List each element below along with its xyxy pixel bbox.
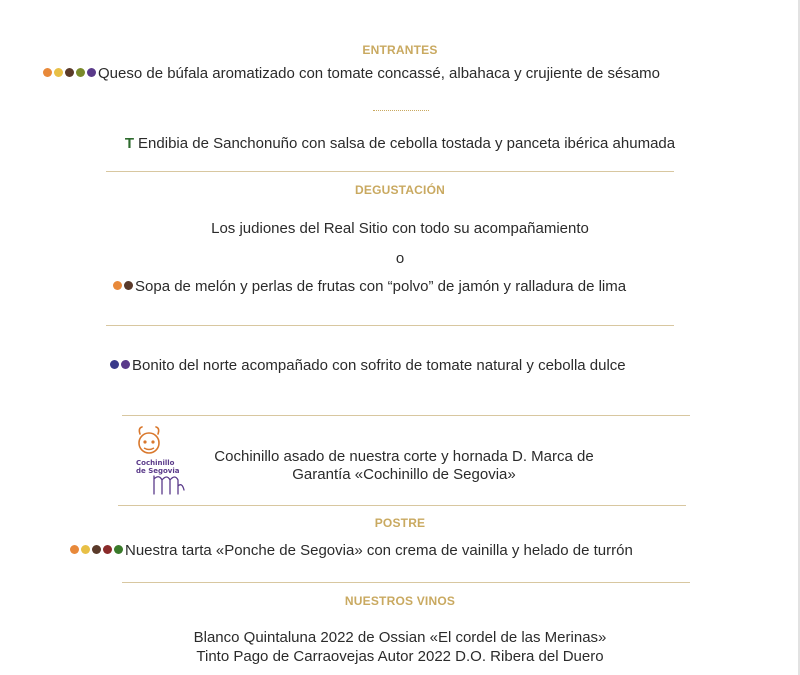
dish-sopa-text: Sopa de melón y perlas de frutas con “polvo” de jamón y ralladura de lima <box>135 278 627 295</box>
allergen-dots <box>113 278 135 295</box>
allergen-dot-icon <box>81 545 90 554</box>
section-heading-vinos: NUESTROS VINOS <box>344 594 456 608</box>
logo-lettering-1: Cochinillo <box>136 459 175 467</box>
allergen-dot-icon <box>110 360 119 369</box>
dish-queso-text: Queso de búfala aromatizado con tomate concassé, albahaca y crujiente de sésamo <box>98 65 661 82</box>
section-heading-postre: POSTRE <box>374 516 426 530</box>
allergen-dot-icon <box>54 68 63 77</box>
allergen-dot-icon <box>43 68 52 77</box>
wine-tinto: Tinto Pago de Carraovejas Autor 2022 D.O. Ribera del Duero <box>196 648 604 665</box>
dish-bonito <box>110 357 626 374</box>
section-divider <box>106 325 674 326</box>
section-divider <box>118 505 686 506</box>
dish-cochinillo <box>200 448 608 484</box>
allergen-dot-icon <box>65 68 74 77</box>
dish-sopa <box>113 278 626 295</box>
allergen-dots <box>110 357 132 374</box>
allergen-dot-icon <box>121 360 130 369</box>
dish-cochinillo-line-1: Cochinillo asado de nuestra corte y hornada D. Marca de <box>214 448 594 465</box>
dish-queso <box>43 65 660 82</box>
section-heading-entrantes: ENTRANTES <box>362 43 438 57</box>
dish-endibia-text: Endibia de Sanchonuño con salsa de cebolla tostada y panceta ibérica ahumada <box>138 135 676 152</box>
dish-cochinillo-line-2: Garantía «Cochinillo de Segovia» <box>292 466 516 483</box>
allergen-dots <box>43 65 98 82</box>
logo-lettering-2: de Segovia <box>136 467 180 475</box>
allergen-dot-icon <box>92 545 101 554</box>
section-divider <box>122 415 690 416</box>
allergen-dots <box>70 542 125 559</box>
section-divider <box>122 582 690 583</box>
section-heading-degustacion: DEGUSTACIÓN <box>355 183 445 197</box>
cochinillo-logo-icon <box>132 424 192 498</box>
dish-endibia <box>0 135 800 152</box>
allergen-dot-icon <box>87 68 96 77</box>
allergen-dot-icon <box>124 281 133 290</box>
allergen-dot-icon <box>114 545 123 554</box>
allergen-dot-icon <box>103 545 112 554</box>
or-separator: o <box>395 250 405 267</box>
tomato-marker-letter: T <box>124 135 135 152</box>
dish-tarta <box>70 542 633 559</box>
dotted-divider <box>373 110 429 111</box>
allergen-dot-icon <box>113 281 122 290</box>
allergen-dot-icon <box>76 68 85 77</box>
wine-blanco: Blanco Quintaluna 2022 de Ossian «El cordel de las Merinas» <box>193 629 607 646</box>
dish-judiones: Los judiones del Real Sitio con todo su acompañamiento <box>211 220 589 237</box>
dish-bonito-text: Bonito del norte acompañado con sofrito de tomate natural y cebolla dulce <box>132 357 626 374</box>
section-divider <box>106 171 674 172</box>
allergen-dot-icon <box>70 545 79 554</box>
dish-tarta-text: Nuestra tarta «Ponche de Segovia» con crema de vainilla y helado de turrón <box>125 542 633 559</box>
